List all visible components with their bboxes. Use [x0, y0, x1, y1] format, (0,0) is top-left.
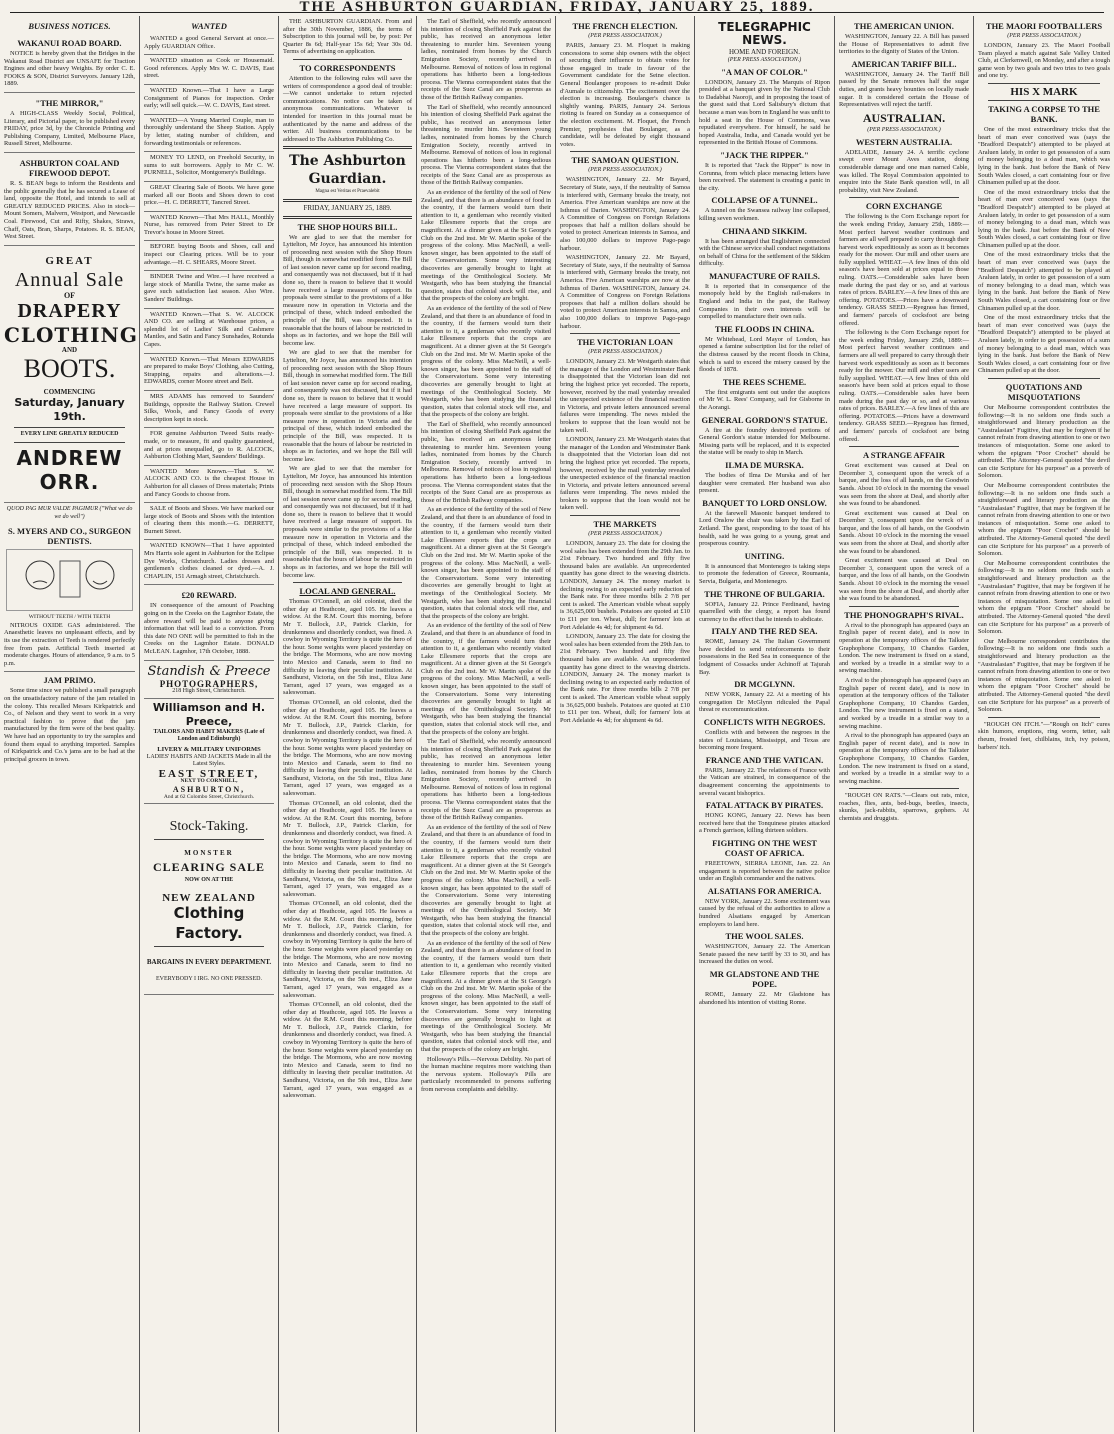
sale-commencing: COMMENCING [43, 387, 96, 396]
column-3 [279, 16, 417, 1432]
correspondents-text: Attention to the following rules will save the writers of correspondence a good deal of trouble:—We cannot undertake to return rejected communications. No notice can be taken of anonymous communications. Whatever is intended for insertion in this journal must be authenticated by the name and address of the writer. All business communications to be addressed to The Ashburton Publishing Co. [283, 74, 412, 143]
dentist-caption: WITHOUT TEETH / WITH TEETH [28, 614, 111, 621]
corpse-bank-title: TAKING A CORPSE TO THE BANK. [988, 103, 1100, 124]
french-election-sub: (PER PRESS ASSOCIATION.) [588, 33, 662, 39]
tariff-text: WASHINGTON, January 24. The Tariff Bill passed by the Senate removes half the sugar duties, and grants heavy bounties on locally made sugar. It is considered certain the House of Representatives will reject the tariff. [839, 70, 969, 109]
local-general-text-cont: Thomas O'Connell, an old colonist, died the other day at Heathcote, aged 105. He leaves a widow. At the R.M. Court this morning, before Mr T. Bullock, J.P., Patrick Clarkin, for drunkenness and disorderly conduct, was fined. A cowboy in Wyoming Territory is quite the hero of the hour. Some weights were placed yesterday on the bridge. The Mormons, who are now moving into Mexico and Canada, seem to find no difficulty in leaving their peculiar institution. At Sandhurst, Victoria, on the 5th inst., Eliza Jane Tarrant, aged 17 years, was engaged as a saleswoman. [283, 900, 412, 999]
wanted-ad [144, 182, 274, 212]
quotations-text-cont: Our Melbourne correspondent contributes the following:—It is no seldom one finds such a straightforward and literary production as the "Australasian" Fugitive, that may be forgiven if he cannot refrain from drawing attention to one or two instances of misquotation. Some one asked to whom the epigram "Poor Crochet" should be attributed. The Attorney-General quoted "the devil can cite Scripture for his purpose" as a proverb of Solomon. [978, 559, 1110, 636]
dentist-title: S. MYERS AND CO., SURGEON DENTISTS. [7, 526, 132, 547]
stock-every: EVERYBODY I IRG. NO ONE PRESSED. [156, 976, 262, 983]
wanted-ad [144, 33, 274, 55]
corpse-bank-text-cont: One of the most extraordinary tricks that the heart of man ever conceived was (says the "Bradford Despatch") attempted to be played at Araluen lately, in order to get possession of a sum of money belonging to a dead man, which was lying in the bank. Just before the Bank of New South Wales closed, a cart containing four or five Chinamen pulled up at the door. [978, 251, 1110, 312]
tele-heading: ALSATIANS FOR AMERICA. [707, 885, 822, 896]
stock-monster: MONSTER [184, 849, 234, 858]
quotations-text-cont: Our Melbourne correspondent contributes the following:—It is no seldom one finds such a straightforward and literary production as the "Australasian" Fugitive, that may be forgiven if he cannot refrain from drawing attention to one or two instances of misquotation. Some one asked to whom the epigram "Poor Crochet" should be attributed. The Attorney-General quoted "the devil can cite Scripture for his purpose" as a proverb of Solomon. [978, 481, 1110, 558]
tele-text: It is reported that "Jack the Ripper" is now in Corunna, from which place menacing letters have been received. The statement is creating a panic in the city. [699, 161, 830, 192]
wanted-ad [144, 241, 274, 271]
tele-text: WASHINGTON, January 22. The American Senate passed the new tariff by 33 to 30, and has increased the duties on wool. [699, 943, 830, 966]
paper-motto: Magna est Veritas et Praevalebit [315, 189, 380, 195]
rough-on-itch-ad: "ROUGH ON ITCH."—"Rough on Itch" cures skin humors, eruptions, ring worm, tetter, salt rheum, frosted feet, chilblains, itch, ivy poison, barbers' itch. [978, 720, 1110, 751]
wanted-ad [144, 115, 274, 152]
stock-now: NOW ON AT THE [184, 877, 234, 884]
tele-heading: THE REES SCHEME. [722, 376, 807, 387]
corn-exchange-text-cont: The following is the Corn Exchange report for the week ending Friday, January 25th, 1889:—Most perfect harvest weather continues and farmers are all well prepared to carry through their harvest work expeditiously as soon as it becomes ready for the mower. Our mill and other users are fully supplied. WHEAT.—A few lines of this old season's have been sold at prices equal to those ruling. OATS.—Considerable sales have been made during the past day or so, and at various rates of prices. BARLEY.—A few lines of this are offering. POTATOES.—Prices have a downward tendency. GRASS SEED.—Ryegrass has firmed, and farmers' parcels of cocksfoot are being offered. [839, 329, 969, 443]
tailor-text: TAILORS AND HABIT MAKERS (Late of London and Edinburgh) [153, 728, 265, 743]
tele-text: LONDON, January 23. The Marquis of Ripon presided at a banquet given by the National Club to Dadabhai Naoroji, and in proposing the toast of the guest said that Lord Salisbury's dictum that because a man was born in England he was unfit to hold a seat in the House of Commons, was repudiated everywhere. For himself, he said he hoped Australia, India, and Canada would yet be represented in the British House of Commons. [699, 78, 830, 147]
wanted-ad-text: WANTED Known—That Mrs HALL, Monthly Nurse, has removed from Peter Street to Dr Trevor's house in Moore Street. [144, 213, 274, 236]
column-6 [695, 16, 835, 1432]
local-general-title: LOCAL AND GENERAL. [299, 586, 396, 597]
news-paragraph: The Earl of Sheffield, who recently announced his intention of closing Sheffield Park against the public, has received an anonymous letter threatening to murder him. Seventeen young ladies, nominated from homes by the Church Emigration Society, recently arrived in Melbourne. Removal of notices of loss in regional operations has hitherto been a long-tedious process. The Vienna correspondent states that the receipts of the Suez Canal are as prosperous as those of the British Railway companies. [421, 420, 551, 504]
strange-affair-text: Great excitement was caused at Deal on December 3, consequent upon the wreck of a barque, and the loss of all hands, on the Goodwin Sands. About 10 o'clock in the morning the vessel was seen from the shore at Deal, and shortly after she was found to be abandoned. [839, 462, 969, 508]
wanted-ad-text: WANTED a good General Servant at once.—Apply GUARDIAN Office. [144, 35, 274, 50]
maori-footballers-sub: (PER PRESS ASSOCIATION.) [1007, 33, 1081, 39]
samoa-title: THE SAMOAN QUESTION. [571, 155, 679, 166]
sale-drapery: DRAPERY [17, 300, 122, 323]
wanted-ad [144, 540, 274, 585]
wanted-ad [144, 85, 274, 115]
victorian-loan-text: LONDON, January 23. Mr Westgarth states that the manager of the London and Westminster Bank is disappointed that the Victorian loan did not bring the highest price yet recorded. The reports, however, received by the mail yesterday revealed the unexpected existence of the financial reaction in Victoria, and private letters announced several failures were impending. The news misled the brokers to suppose that the loan would not be taken well. [560, 358, 690, 434]
correspondents-title: TO CORRESPONDENTS [299, 62, 396, 73]
victorian-loan-text-cont: LONDON, January 23. Mr Westgarth states that the manager of the London and Westminster Bank is disappointed that the Victorian loan did not bring the highest price yet recorded. The reports, however, received by the mail yesterday revealed the unexpected existence of the financial reaction in Victoria, and private letters announced several failures were impending. The news misled the brokers to suppose that the loan would not be taken well. [560, 436, 690, 512]
his-mark-title: HIS X MARK [1010, 85, 1078, 98]
wanted-ad [144, 271, 274, 308]
news-paragraph: The Earl of Sheffield, who recently announced his intention of closing Sheffield Park against the public, has received an anonymous letter threatening to murder him. Seventeen young ladies, nominated from homes by the Church Emigration Society, recently arrived in Melbourne. Removal of notices of loss in regional operations has hitherto been a long-tedious process. The Vienna correspondent states that the receipts of the Suez Canal are as prosperous as those of the British Railway companies. [421, 18, 551, 101]
sale-clothing: CLOTHING [4, 323, 138, 348]
australian-sub: (PER PRESS ASSOCIATION.) [867, 126, 941, 133]
wanted-ad-text: GREAT Clearing Sale of Boots. We have gone marked all our Boots and Shoes down to cost price.—H. C. DERRETT, Tancred Street. [144, 183, 274, 207]
tele-heading: CHINA AND SIKKIM. [722, 225, 807, 236]
phonograph-text: A rival to the phonograph has appeared (says an English paper of recent date), and is now in operation at the temporary offices of the Talkster Graphophone Company, 10 Chandos Garden, London. The new instrument is fixed on a stand, and worked by a treadle in a similar way to a sewing machine. [839, 621, 969, 675]
paper-name: The Ashburton Guardian. [289, 153, 406, 188]
wanted-ad-text: BINDER Twine and Wire.—I have received a large stock of Manilla Twine, the same make as gave such satisfaction last season. Also Wire. Sanders' Buildings. [144, 273, 274, 304]
ad-dentists [4, 521, 135, 672]
strange-affair-text-cont: Great excitement was caused at Deal on December 3, consequent upon the wreck of a barque, and the loss of all hands, on the Goodwin Sands. About 10 o'clock in the morning the vessel was seen from the shore at Deal, and shortly after she was found to be abandoned. [839, 557, 969, 603]
tele-heading: FATAL ATTACK BY PIRATES. [705, 800, 824, 811]
ad-wakanui [4, 33, 135, 93]
tele-text: A tunnel on the Swansea railway line collapsed, killing seven workmen. [699, 207, 830, 222]
ad-mirror-text: A HIGH-CLASS Weekly Social, Political, Literary, and Pictorial paper, to be published every FRIDAY, price 3d, by the Chronicle Printing and Publishing Company, Limited, Melbourne Place, Russell Street, Melbourne. [4, 109, 135, 148]
ad-tailors [144, 699, 274, 804]
strange-affair-text-cont: Great excitement was caused at Deal on December 3, consequent upon the wreck of a barque, and the loss of all hands, on the Goodwin Sands. About 10 o'clock in the morning the vessel was seen from the shore at Deal, and shortly after she was found to be abandoned. [839, 509, 969, 555]
news-paragraph: As an evidence of the fertility of the soil of New Zealand, and that there is an abundance of food in the country, if the farmers would turn their attention to it, a gentleman who recently visited Lake Ellesmere reports that the crops are magnificent. At a dinner given at the St George's Club on the 2nd inst. Mr W. Martin spoke of the progress of the colony. Miss MacNeill, a well-known singer, has been appointed to the staff of the Conservatorium. Some very interesting discoveries are generally brought to light at meetings of the Ornithological Society. Mr Westgarth, who has been studying the financial question, states that colonial stock will rise, and that the prospects of the colony are bright. [421, 189, 551, 303]
news-paragraph: The Earl of Sheffield, who recently announced his intention of closing Sheffield Park against the public, has received an anonymous letter threatening to murder him. Seventeen young ladies, nominated from homes by the Church Emigration Society, recently arrived in Melbourne. Removal of notices of loss in regional operations has hitherto been a long-tedious process. The Vienna correspondent states that the receipts of the Suez Canal are as prosperous as those of the British Railway companies. [421, 103, 551, 187]
ad-annual-sale [4, 246, 138, 503]
victorian-loan-title: THE VICTORIAN LOAN [576, 337, 674, 348]
wanted-ad [144, 152, 274, 182]
tele-text: It is announced that Montenegro is taking steps to promote the federation of Greece, Roumania, Servia, Bulgaria, and Montenegro. [699, 562, 830, 585]
tele-heading: COLLAPSE OF A TUNNEL. [711, 195, 818, 206]
tele-heading: DR MCGLYNN. [734, 679, 795, 690]
quotations-text-cont: Our Melbourne correspondent contributes the following:—It is no seldom one finds such a straightforward and literary production as the "Australasian" Fugitive, that may be forgiven if he cannot refrain from drawing attention to one or two instances of misquotation. Some one asked to whom the epigram "Poor Crochet" should be attributed. The Attorney-General quoted "the devil can cite Scripture for his purpose" as a proverb of Solomon. [978, 637, 1110, 714]
tailor-line3: LADIES' HABITS AND JACKETS Made in all the Latest Styles. [146, 753, 272, 768]
local-general-text-cont: Thomas O'Connell, an old colonist, died the other day at Heathcote, aged 105. He leaves a widow. At the R.M. Court this morning, before Mr T. Bullock, J.P., Patrick Clarkin, for drunkenness and disorderly conduct, was fined. A cowboy in Wyoming Territory is quite the hero of the hour. Some weights were placed yesterday on the bridge. The Mormons, who are now moving into Mexico and Canada, seem to find no difficulty in leaving their peculiar institution. At Sandhurst, Victoria, on the 5th inst., Eliza Jane Tarrant, aged 17 years, was engaged as a saleswoman. [283, 799, 412, 898]
ad-photographers [144, 661, 274, 699]
tailor-near: NEXT TO CORNHILL, [180, 778, 238, 785]
tele-text: HONG KONG, January 22. News has been received here that the Tonquinese pirates attacked a French garrison, killing thirteen soldiers. [699, 812, 830, 835]
tailor-foot: And at 62 Colombo Street, Christchurch. [163, 793, 255, 800]
telegraphic-sub2: (PER PRESS ASSOCIATION.) [727, 56, 802, 63]
tele-heading: THE WOOL SALES. [725, 931, 804, 942]
maori-footballers-text: LONDON, January 23. The Maori Football Team played a match against Sale Valley United Club, at Clerkenwell, on Monday, and after a tough game won by two goals and two tries to two goals and one try. [978, 42, 1110, 80]
tele-heading: UNITING. [744, 550, 785, 561]
french-election-title: THE FRENCH ELECTION. [572, 21, 678, 31]
ad-coal-depot [4, 153, 135, 246]
phonograph-text-cont: A rival to the phonograph has appeared (says an English paper of recent date), and is now in operation at the temporary offices of the Talkster Graphophone Company, 10 Chandos Garden, London. The new instrument is fixed on a stand, and worked by a treadle in a similar way to a sewing machine. [839, 676, 969, 730]
news-paragraph: As an evidence of the fertility of the soil of New Zealand, and that there is an abundance of food in the country, if the farmers would turn their attention to it, a gentleman who recently visited Lake Ellesmere reports that the crops are magnificent. At a dinner given at the St George's Club on the 2nd inst. Mr W. Martin spoke of the progress of the colony. Miss MacNeill, a well-known singer, has been appointed to the staff of the Conservatorium. Some very interesting discoveries are generally brought to light at meetings of the Ornithological Society. Mr Westgarth, who has been studying the financial question, states that colonial stock will rise, and that the prospects of the colony are bright. [421, 506, 551, 620]
markets-text-cont: LONDON, January 23. The date for closing the wool sales has been extended from the 29th Jan. to 21st February. Two hundred and fifty five thousand bales are available. An unprecedented quantity has gone direct to the weaving districts. LONDON, January 24. The money market is declining owing to an expected early reduction of the Bank rate. For three months bills 2 7/8 per cent is asked. The American visible wheat supply is 36,625,000 bushels. Potatoes are quoted at £10 to £11 per ton. Wheat, dull; for farmers' lots at Port Adelaide 4s 4d; for shipment 4s 6d. [560, 633, 690, 724]
wanted-ad [144, 466, 274, 503]
column-5 [556, 16, 695, 1432]
shop-hours-title: THE SHOP HOURS BILL. [297, 221, 398, 232]
wanted-ad-text: MRS ADAMS has removed to Saunders' Buildings, opposite the Railway Station. Crewel Silks, Wools, and Fancy Goods of every description kept in stock. [144, 392, 274, 423]
tele-text: NEW YORK, January 22. At a meeting of his congregation Dr McGlynn ridiculed the Papal threat re excommunication. [699, 691, 830, 714]
tailor-street: EAST STREET, [158, 767, 260, 780]
jam-text: Some time since we published a small paragraph on the unsatisfactory nature of the jam retailed in the colony. This recalled Messrs Kirkpatrick and Co., of Nelson and they went to work in a very practical fashion to prove that the jam manufactured by the firm were of the best quality. We have had an opportunity to try the samples and found them equal to anything imported. Samples of Kirkpatrick and Co.'s jams are to be had at the principal grocers in town. [4, 687, 135, 763]
photo-address: 218 High Street, Christchurch. [172, 688, 246, 695]
dentist-illustration [6, 549, 133, 611]
tele-text: At the farewell Masonic banquet tendered to Lord Onslow the chair was taken by the Earl of Zetland. The guest, responding to the toast of his health, said he was going to a young, great and prosperous country. [699, 509, 830, 548]
tele-heading: CONFLICTS WITH NEGROES. [703, 717, 826, 728]
tele-heading: GENERAL GORDON'S STATUE. [701, 414, 828, 425]
wanted-heading: WANTED [191, 21, 227, 31]
sale-annual: Annual Sale [14, 268, 125, 291]
quotations-title: QUOTATIONS AND MISQUOTATIONS [1005, 381, 1083, 402]
shop-hours-text: We are glad to see that the member for Lyttelton, Mr Joyce, has announced his intention of proceeding next session with the Shop Hours Bill, though in somewhat modified form. The Bill of last session never came up for second reading, and consequently was not discussed, but if it had done so, there is reason to believe that it would have received a large measure of support. Its proposals were similar to the provisions of a like measure now in operation in Victoria and the principal of these, which indeed embodied the principle of the Bill, was respected. It is reasonable that the hours of labour be restricted in shops as in factories, and we hope the Bill will become law. [283, 233, 412, 347]
wanted-ad-text: BEFORE buying Boots and Shoes, call and inspect our Clearing prices. Will be to your advantage.—H. C. SHEARS, Moore Street. [144, 243, 274, 266]
tele-text: ROME, January 22. Mr Gladstone has abandoned his intention of visiting Rome. [699, 990, 830, 1006]
wanted-ad [144, 354, 274, 391]
news-paragraph: As an evidence of the fertility of the soil of New Zealand, and that there is an abundance of food in the country, if the farmers would turn their attention to it, a gentleman who recently visited Lake Ellesmere reports that the crops are magnificent. At a dinner given at the St George's Club on the 2nd inst. Mr W. Martin spoke of the progress of the colony. Miss MacNeill, a well-known singer, has been appointed to the staff of the Conservatorium. Some very interesting discoveries are generally brought to light at meetings of the Ornithological Society. Mr Westgarth, who has been studying the financial question, states that colonial stock will rise, and that the prospects of the colony are bright. [421, 622, 551, 736]
corpse-bank-text-cont: One of the most extraordinary tricks that the heart of man ever conceived was (says the "Bradford Despatch") attempted to be played at Araluen lately, in order to get possession of a sum of money belonging to a dead man, which was lying in the bank. Just before the Bank of New South Wales closed, a cart containing four or five Chinamen pulled up at the door. [978, 314, 1110, 375]
wanted-ad [144, 503, 274, 540]
wanted-ad-text: WANTED KNOWN—That I have appointed Mrs Harris sole agent in Ashburton for the Eclipse Dye Works, Christchurch. Ladies dresses and gentlemen's clothes cleaned or dyed.—A. J. CHAPLIN, 151 Armagh street, Christchurch. [144, 542, 274, 580]
australian-title: AUSTRALIAN. [862, 110, 946, 125]
newspaper-columns [0, 16, 1114, 1432]
corpse-bank-text-cont: One of the most extraordinary tricks that the heart of man ever conceived was (says the "Bradford Despatch") attempted to be played at Araluen lately, in order to get possession of a sum of money belonging to a dead man, which was lying in the bank. Just before the Bank of New South Wales closed, a cart containing four or five Chinamen pulled up at the door. [978, 188, 1110, 249]
ad-wakanui-title: WAKANUI ROAD BOARD. [17, 38, 122, 48]
column-8 [974, 16, 1114, 1432]
news-paragraph: As an evidence of the fertility of the soil of New Zealand, and that there is an abundance of food in the country, if the farmers would turn their attention to it, a gentleman who recently visited Lake Ellesmere reports that the crops are magnificent. At a dinner given at the St George's Club on the 2nd inst. Mr W. Martin spoke of the progress of the colony. Miss MacNeill, a well-known singer, has been appointed to the staff of the Conservatorium. Some very interesting discoveries are generally brought to light at meetings of the Ornithological Society. Mr Westgarth, who has been studying the financial question, states that colonial stock will rise, and that the prospects of the colony are bright. [421, 939, 551, 1053]
tele-heading: "JACK THE RIPPER." [720, 149, 809, 160]
shop-hours-text-cont: We are glad to see that the member for Lyttelton, Mr Joyce, has announced his intention of proceeding next session with the Shop Hours Bill, though in somewhat modified form. The Bill of last session never came up for second reading, and consequently was not discussed, but if it had done so, there is reason to believe that it would have received a large measure of support. Its proposals were similar to the provisions of a like measure now in operation in Victoria and the principal of these, which indeed embodied the principle of the Bill, was respected. It is reasonable that the hours of labour be restricted in shops as in factories, and we hope the Bill will become law. [283, 349, 412, 463]
paper-date: FRIDAY, JANUARY 25, 1889. [303, 203, 392, 212]
business-notices-heading: BUSINESS NOTICES. [28, 21, 111, 31]
tele-text: SOFIA, January 22. Prince Ferdinand, having quarrelled with the clergy, a report has found currency to the effect that he intends to abdicate. [699, 600, 830, 623]
sale-every: EVERY LINE GREATLY REDUCED [20, 431, 119, 438]
wanted-ad-text: WANTED situation as Cook or Housemaid. Good references. Apply Mrs W. C. DAVIS, East street. [144, 57, 274, 80]
masthead [0, 0, 1114, 14]
samoa-sub: (PER PRESS ASSOCIATION.) [588, 167, 662, 174]
markets-text: LONDON, January 23. The date for closing the wool sales has been extended from the 29th Jan. to 21st February. Two hundred and fifty five thousand bales are available. An unprecedented quantity has gone direct to the weaving districts. LONDON, January 24. The money market is declining owing to an expected early reduction of the Bank rate. For three months bills 2 7/8 per cent is asked. The American visible wheat supply is 36,625,000 bushels. Potatoes are quoted at £10 to £11 per ton. Wheat, dull; for farmers' lots at Port Adelaide 4s 4d; for shipment 4s 6d. [560, 540, 690, 631]
tele-heading: FIGHTING ON THE WEST COAST OF AFRICA. [712, 837, 817, 858]
maori-footballers-title: THE MAORI FOOTBALLERS [985, 21, 1103, 31]
victorian-loan-sub: (PER PRESS ASSOCIATION.) [588, 349, 662, 356]
tele-text: PARIS, January 22. The relations of France with the Vatican are strained, in consequence of the disagreement concerning the appointments to several vacant bishoprics. [699, 766, 830, 797]
phonograph-text-cont: A rival to the phonograph has appeared (says an English paper of recent date), and is now in operation at the temporary offices of the Talkster Graphophone Company, 10 Chandos Garden, London. The new instrument is fixed on a stand, and worked by a treadle in a similar way to a sewing machine. [839, 732, 969, 785]
subscription-text: THE ASHBURTON GUARDIAN. From and after the 30th November, 1886, the terms of Subscription to this journal will be, by post: Per Quarter 8s 6d; Half-year 15s 6d; Year 30s 0d. Terms of advertising on application. [283, 18, 412, 56]
tele-text: It is reported that in consequence of the monopoly held by the English rail-makers in England and India in the past, the Railway Companies in their own interests will be compelled to manufacture their own rails. [699, 282, 830, 321]
stock-title: Stock-Taking. [169, 819, 249, 835]
wanted-ad-text: SALE of Boots and Shoes. We have marked our large stock of Boots and Shoes with the intention of clearing them this month.—G. DERRETT, Burnett Street. [144, 505, 274, 535]
tele-heading: ILMA DE MURSKA. [725, 459, 804, 470]
tele-heading: THE FLOODS IN CHINA. [714, 323, 815, 334]
tele-text: Mr Whitehead, Lord Mayor of London, has opened a famine subscription list for the relief of the distress caused by the recent floods in China, which is said to exceed the misery caused by the floods of 1878. [699, 335, 830, 374]
corn-exchange-text: The following is the Corn Exchange report for the week ending Friday, January 25th, 1889:—Most perfect harvest weather continues and farmers are all well prepared to carry through their harvest work expeditiously as soon as it becomes ready for the mower. Our mill and other users are fully supplied. WHEAT.—A few lines of this old season's have been sold at prices equal to those ruling. OATS.—Considerable sales have been made during the past day or so, and at various rates of prices. BARLEY.—A few lines of this are offering. POTATOES.—Prices have a downward tendency. GRASS SEED.—Ryegrass has firmed, and farmers' parcels of cocksfoot are being offered. [839, 213, 969, 327]
strange-affair-title: A STRANGE AFFAIR [862, 450, 946, 461]
french-election-text: PARIS, January 23. M. Floquet is making concessions to some ship owners with the object of securing their influence to obtain votes for those engaged in trade in favour of the Government candidate for the Seine election. General Boulanger proposes to re-admit Duke d'Aumale to citizenship. The excitement over the election is increasing. Boulanger's chance is slightly waning. PARIS, January 24. Serious rioting is feared on Sunday as a consequence of the election excitement. M. Floquet, the French Premier, prophesies that Boulanger, as a candidate, will be defeated by eight thousand votes. [560, 42, 690, 148]
reward-text: IN consequence of the amount of Poaching going on in the Creeks on the Lagmhor Estate, the above reward will be paid to anyone giving information that will lead to a conviction. From this date NO ONE will be permitted to fish in the Creeks on the Lagmhor Estate. DONALD McLEAN. Lagmhor, 17th October, 1888. [144, 602, 274, 655]
photo-title: PHOTOGRAPHERS, [159, 678, 259, 689]
news-paragraph: As an evidence of the fertility of the soil of New Zealand, and that there is an abundance of food in the country, if the farmers would turn their attention to it, a gentleman who recently visited Lake Ellesmere reports that the crops are magnificent. At a dinner given at the St George's Club on the 2nd inst. Mr W. Martin spoke of the progress of the colony. Miss MacNeill, a well-known singer, has been appointed to the staff of the Conservatorium. Some very interesting discoveries are generally brought to light at meetings of the Ornithological Society. Mr Westgarth, who has been studying the financial question, states that colonial stock will rise, and that the prospects of the colony are bright. [421, 304, 551, 419]
local-general-text-cont: Thomas O'Connell, an old colonist, died the other day at Heathcote, aged 105. He leaves a widow. At the R.M. Court this morning, before Mr T. Bullock, J.P., Patrick Clarkin, for drunkenness and disorderly conduct, was fined. A cowboy in Wyoming Territory is quite the hero of the hour. Some weights were placed yesterday on the bridge. The Mormons, who are now moving into Mexico and Canada, seem to find no difficulty in leaving their peculiar institution. At Sandhurst, Victoria, on the 5th inst., Eliza Jane Tarrant, aged 17 years, was engaged as a saleswoman. [283, 1001, 412, 1100]
tailor-line2: LIVERY & MILITARY UNIFORMS [157, 745, 261, 753]
samoa-text-cont: WASHINGTON, January 22. Mr Bayard, Secretary of State, says, if the neutrality of Samoa is interfered with, Germany breaks the treaty, not America. Five American warships are now at the Isthmus of Darien. WASHINGTON, January 24. A Committee of Congress on Foreign Relations proposes that half a million dollars should be voted to protect American interests in Samoa, and also 100,000 dollars to improve Pago-pago harbour. [560, 254, 690, 330]
sale-name: ANDREW ORR. [16, 446, 123, 495]
stock-factory: Clothing Factory. [173, 903, 245, 942]
western-australia-title: WESTERN AUSTRALIA. [855, 136, 953, 147]
sale-great: GREAT [45, 254, 94, 267]
faces-icon [15, 553, 125, 607]
news-paragraph: The Earl of Sheffield, who recently announced his intention of closing Sheffield Park against the public, has received an anonymous letter threatening to murder him. Seventeen young ladies, nominated from homes by the Church Emigration Society, recently arrived in Melbourne. Removal of notices of loss in regional operations has hitherto been a long-tedious process. The Vienna correspondent states that the receipts of the Suez Canal are as prosperous as those of the British Railway companies. [421, 738, 551, 822]
wanted-ad [144, 428, 274, 465]
stock-clearing: CLEARING SALE [152, 859, 266, 874]
tailor-town: ASHBURTON, [172, 784, 246, 794]
wanted-ad-text: WANTED More Known.—That S. W. ALCOCK AND CO. is the cheapest House in Ashburton for all classes of Dress materials; Prints and Fancy Goods to choose from. [144, 467, 274, 498]
ad-reward [144, 585, 274, 660]
phonograph-title: THE PHONOGRAPH'S RIVAL. [844, 609, 964, 620]
wanted-ad [144, 309, 274, 354]
tele-heading: ITALY AND THE RED SEA. [711, 626, 818, 637]
tele-heading: MANUFACTURE OF RAILS. [709, 270, 820, 281]
column-4 [417, 16, 556, 1432]
wanted-ad [144, 55, 274, 85]
wanted-ad [144, 391, 274, 428]
wanted-ad-text: WANTED—A Young Married Couple, man to thoroughly understand the Sheep Station. Apply by letter, stating number of children, and forwarding testimonials or references. [144, 116, 274, 147]
tailor-name: Williamson and H. Preece, [152, 700, 266, 728]
telegraphic-news-title: TELEGRAPHIC NEWS. [718, 20, 811, 47]
american-union-text: WASHINGTON, January 22. A Bill has passed the House of Representatives to admit five territories to the dignity of States of the Union. [839, 33, 969, 56]
tele-text: The bodies of Ilma De Murska and of her daughter were cremated. Her husband was also present. [699, 471, 830, 495]
wanted-ad [144, 212, 274, 242]
sale-and: AND [61, 346, 78, 355]
western-australia-text: ADELAIDE, January 24. A terrific cyclone swept over Mount Aves station, doing considerable damage and one man named Cable, was killed. The Royal Commission appointed to enquire into the State Bank question will, in all probability, visit New Zealand. [839, 148, 969, 194]
markets-title: THE MARKETS [593, 519, 657, 530]
wanted-ad-text: FOR genuine Ashburton Tweed Suits ready-made, or to measure, fit and quality guaranteed, and at prices unequalled, go to R. ALCOCK, Ashburton Clothing Mart, Saunders' Buildings. [144, 430, 274, 461]
stock-bargains: BARGAINS IN EVERY DEPARTMENT. [146, 957, 272, 966]
motto: QUOD PAG MUR VALDE PAGIMUR ("What we do we do well") [6, 506, 133, 520]
tele-text: It has been arranged that Englishmen connected with the Chinese service shall conduct negotiations on behalf of China for the settlement of the Sikkim difficulty. [699, 237, 830, 268]
local-general-text-cont: Thomas O'Connell, an old colonist, died the other day at Heathcote, aged 105. He leaves a widow. At the R.M. Court this morning, before Mr T. Bullock, J.P., Patrick Clarkin, for drunkenness and disorderly conduct, was fined. A cowboy in Wyoming Territory is quite the hero of the hour. Some weights were placed yesterday on the bridge. The Mormons, who are now moving into Mexico and Canada, seem to find no difficulty in leaving their peculiar institution. At Sandhurst, Victoria, on the 5th inst., Eliza Jane Tarrant, aged 17 years, was engaged as a saleswoman. [283, 698, 412, 798]
column-1 [0, 16, 140, 1432]
tele-text: The first emigrants sent out under the auspices of Mr W. L. Rees' Company, sail for Gisborne in the Aorangi. [699, 388, 830, 411]
wanted-ad-text: MONEY TO LEND, on Freehold Security, in sums to suit borrowers. Apply to Mr C. W. PURNELL, Solicitor, Montgomery's Buildings. [144, 154, 274, 177]
tele-heading: FRANCE AND THE VATICAN. [705, 754, 824, 765]
sale-date: Saturday, January 19th. [14, 396, 125, 424]
tele-text: A fire at the foundry destroyed portions of General Gordon's statue intended for Melbourne. Missing parts will be replaced, and it is expected the statue will be ready to ship in March. [699, 426, 830, 457]
samoa-text: WASHINGTON, January 22. Mr Bayard, Secretary of State, says, if the neutrality of Samoa is interfered with, Germany breaks the treaty, not America. Five American warships are now at the Isthmus of Darien. WASHINGTON, January 24. A Committee of Congress on Foreign Relations proposes that half a million dollars should be voted to protect American interests in Samoa, and also 100,000 dollars to improve Pago-pago harbour. [560, 176, 690, 252]
telegraphic-sub1: HOME AND FOREIGN. [729, 48, 800, 56]
masthead-text: THE ASHBURTON GUARDIAN, FRIDAY, JANUARY 25, 1889. [299, 0, 815, 15]
tele-text: Conflicts with and between the negroes in the states of Louisiana, Mississippi, and Texas are becoming more frequent. [699, 729, 830, 752]
tele-heading: MR GLADSTONE AND THE POPE. [709, 968, 820, 989]
corn-exchange-title: CORN EXCHANGE [865, 201, 943, 212]
ad-stock-taking [144, 804, 274, 995]
tele-text: ROME, January 24. The Italian Government have decided to send reinforcements to their possessions in the Red Sea in consequence of the lodgment of Cossacks under Achinoff at Tajurah Bay. [699, 638, 830, 676]
holloway-ad: Holloway's Pills.—Nervous Debility. No part of the human machine requires more watching than the nervous system. Holloway's Pills are particularly recommended to persons suffering from nervous complaints and debility. [421, 1055, 551, 1093]
ad-wakanui-text: NOTICE is hereby given that the Bridges in the Wakanui Road District are UNSAFE for Traction Engines and other heavy Weights. By order C. E. FOOKS & SON, District Surveyors. January 12th, 1889. [4, 50, 135, 88]
jam-title: JAM PRIMO. [43, 675, 96, 686]
photographer-signature: Standish & Preece [147, 663, 271, 679]
american-union-title: THE AMERICAN UNION. [854, 21, 954, 31]
dentist-text: NITROUS OXIDE GAS administered. The Anaesthetic leaves no unpleasant effects, and by its use the extraction of Teeth is rendered perfectly free from pain. Artificial Teeth inserted at moderate charges. Hours of attendance, 9 a.m. to 5 p.m. [4, 621, 135, 667]
sale-boots: BOOTS. [23, 353, 116, 383]
sale-of: OF [63, 290, 76, 300]
ad-coal-text: R. S. BEAN begs to inform the Residents and the public generally that he has secured a Lease of land, opposite the Hotel, and intends to sell at GREATLY REDUCED PRICES. Also in stock—Mount Somers, Malvern, Westport, and Newcastle Coal. Firewood, Cut and Rifty, Shakes, Straws, Chaff, Oats, Bran, Sharps, Potatoes. R. S. BEAN, West Street. [4, 179, 135, 241]
rough-on-rats-ad: "ROUGH ON RATS."—Clears out rats, mice, roaches, flies, ants, bed-bugs, beetles, insects, skunks, jack-rabbits, sparrows, gophers. At chemists and druggists. [839, 792, 969, 823]
reward-title: £20 REWARD. [181, 590, 237, 601]
tariff-title: AMERICAN TARIFF BILL. [851, 58, 957, 69]
news-paragraph: As an evidence of the fertility of the soil of New Zealand, and that there is an abundance of food in the country, if the farmers would turn their attention to it, a gentleman who recently visited Lake Ellesmere reports that the crops are magnificent. At a dinner given at the St George's Club on the 2nd inst. Mr W. Martin spoke of the progress of the colony. Miss MacNeill, a well-known singer, has been appointed to the staff of the Conservatorium. Some very interesting discoveries are generally brought to light at meetings of the Ornithological Society. Mr Westgarth, who has been studying the financial question, states that colonial stock will rise, and that the prospects of the colony are bright. [421, 823, 551, 938]
column-7 [835, 16, 974, 1432]
markets-sub: (PER PRESS ASSOCIATION.) [588, 531, 662, 538]
stock-place: NEW ZEALAND [162, 891, 256, 904]
column-2 [140, 16, 279, 1432]
quotations-text: Our Melbourne correspondent contributes the following:—It is no seldom one finds such a straightforward and literary production as the "Australasian" Fugitive, that may be forgiven if he cannot refrain from drawing attention to one or two instances of misquotation. Some one asked to whom the epigram "Poor Crochet" should be attributed. The Attorney-General quoted "the devil can cite Scripture for his purpose" as a proverb of Solomon. [978, 403, 1110, 480]
wanted-ad-text: WANTED Known.—That I have a Large Consignment of Pianos for inspection. Order early; will sell quick.—W. C. DAVIS, East street. [144, 86, 274, 110]
tele-heading: THE THRONE OF BULGARIA. [704, 588, 825, 599]
ad-mirror-title: "THE MIRROR," [35, 97, 104, 108]
ad-mirror [4, 93, 135, 153]
local-general-text: Thomas O'Connell, an old colonist, died the other day at Heathcote, aged 105. He leaves a widow. At the R.M. Court this morning, before Mr T. Bullock, J.P., Patrick Clarkin, for drunkenness and disorderly conduct, was fined. A cowboy in Wyoming Territory is quite the hero of the hour. Some weights were placed yesterday on the bridge. The Mormons, who are now moving into Mexico and Canada, seem to find no difficulty in leaving their peculiar institution. At Sandhurst, Victoria, on the 5th inst., Eliza Jane Tarrant, aged 17 years, was engaged as a saleswoman. [283, 598, 412, 697]
tele-text: NEW YORK, January 22. Some excitement was caused by the refusal of the authorities to allow a hundred Alsatians engaged by American employers to land here. [699, 897, 830, 928]
wanted-ad-text: WANTED Known.—That Messrs EDWARDS are prepared to make Boys' Clothing, also Cutting, Strapping, repairs and alterations.—J. EDWARDS, corner Moore street and Belt. [144, 355, 274, 386]
tele-heading: BANQUET TO LORD ONSLOW. [702, 497, 827, 508]
tele-text: FREETOWN, SIERRA LEONE, Jan. 22. An engagement is reported between the native police under an English commander and the natives. [699, 859, 830, 883]
ad-coal-title: ASHBURTON COAL AND FIREWOOD DEPOT. [19, 157, 120, 178]
wanted-ad-text: WANTED Known.—That S. W. ALCOCK AND CO. are selling at Warehouse prices, a splendid lot of Ladies' Silk and Cashmere Mantles, and Satin and Fancy Sunshades, Rotunda Capes. [144, 310, 274, 348]
shop-hours-text-cont: We are glad to see that the member for Lyttelton, Mr Joyce, has announced his intention of proceeding next session with the Shop Hours Bill, though in somewhat modified form. The Bill of last session never came up for second reading, and consequently was not discussed, but if it had done so, there is reason to believe that it would have received a large measure of support. Its proposals were similar to the provisions of a like measure now in operation in Victoria and the principal of these, which indeed embodied the principle of the Bill, was respected. It is reasonable that the hours of labour be restricted in shops as in factories, and we hope the Bill will become law. [283, 465, 412, 579]
tele-heading: "A MAN OF COLOR." [721, 66, 808, 77]
corpse-bank-text: One of the most extraordinary tricks that the heart of man ever conceived was (says the "Bradford Despatch") attempted to be played at Araluen lately, in order to get possession of a sum of money belonging to a dead man, which was lying in the bank. Just before the Bank of New South Wales closed, a cart containing four or five Chinamen pulled up at the door. [978, 125, 1110, 187]
